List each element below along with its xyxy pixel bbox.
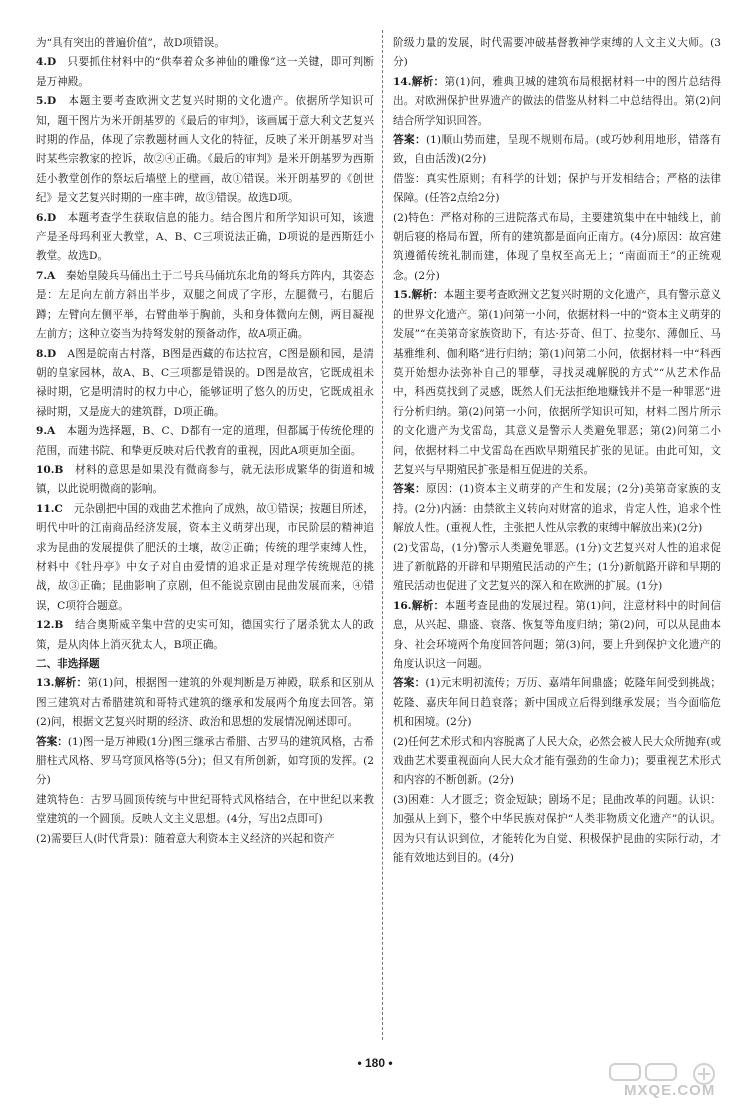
answer-label: 答案： — [36, 735, 68, 748]
answer-14-analysis — [393, 73, 721, 131]
answer-6 — [36, 209, 374, 267]
answer-4-text: 只要抓住材料中的“供奉着众多神仙的雕像”这一关键，即可判断是万神殿。 — [36, 56, 374, 88]
answer-15-number: 15. — [393, 289, 412, 302]
answer-8 — [36, 345, 374, 423]
answer-12 — [36, 616, 374, 655]
answer-15-analysis-text: 本题主要考查欧洲文艺复兴时期的文化遗产，具有警示意义的世界文化遗产。第(1)问第一小问，依据材料一中的“资本主义萌芽的发展”“在美第奇家族资助下，有达·芬奇、但丁、拉斐尔、薄伽丘、马基雅维利、伽利略”进行归纳；第(1)问第二小问，依据材料一中“科西莫开始想办法弥补自己的罪孽，寻找灵魂解脱的方式”“从艺术作品中，科西莫找到了灵感，既然人们无法拒绝地赚钱并不是一种罪恶”进行分析归纳。第(2)问第一小问，依据所学知识可知，材料二图片所示的文化遗产为戈雷岛，其意义是警示人类避免罪恶；第(2)问第二小问，依据材料二中戈雷岛在西欧早期殖民扩张的见证。由此可知，文艺复兴与早期殖民扩张是相互促进的关系。 — [393, 289, 722, 476]
analysis-label: 解析： — [411, 599, 445, 612]
answer-14-analysis-text: 第(1)问，雅典卫城的建筑布局根据材料一中的图片总结得出。对欧洲保护世界遗产的做法的借鉴从材料二中总结得出。第(2)问结合所学知识回答。 — [393, 75, 721, 127]
answer-13-part2: (2)需要巨人(时代背景)：随着意大利资本主义经济的兴起和资产 — [36, 832, 335, 845]
answer-14-part1b: 借鉴：真实性原则；有科学的计划；保护与开发相结合；严格的法律保障。(任答2点给2分) — [393, 172, 721, 205]
answer-9-number: 9.A — [36, 425, 56, 438]
answer-8-text: A图是皖南古村落，B图是西藏的布达拉宫，C图是颐和园，是清朝的皇家园林，故A、B、C三项都是错误的。D图是故宫，它既成祖未禄时期，它是明清时的权力中心，能够证明了悠久的历史，它既成祖永禄时期，又是庞大的建筑群，D项正确。 — [36, 347, 374, 418]
answer-7-number: 7.A — [36, 269, 56, 282]
answer-11 — [36, 500, 374, 616]
answer-11-text: 元杂剧把中国的戏曲艺术推向了成熟，故①错误；按题目所述，明代中叶的江南商品经济发展，资本主义萌芽出现，市民阶层的精神追求为昆曲的发展提供了肥沃的土壤，故②正确；传统的理学束缚人性，材料中《牡丹亭》中女子对自由爱情的追求正是对理学传统规范的挑战，故③正确；昆曲影响了京剧，但不能说京剧由昆曲发展而来，④错误，C项符合题意。 — [36, 502, 375, 612]
answer-10-text: 材料的意思是如果没有微商参与，就无法形成繁华的街道和城镇，以此说明微商的影响。 — [36, 463, 374, 496]
watermark-text: MXQE.COM — [624, 1082, 716, 1099]
answer-9-text: 本题为选择题，B、C、D都有一定的道理，但都属于传统伦理的范围，而建书院、和挚更反映对后代教育的重视，因此A项更加全面。 — [36, 425, 375, 457]
analysis-label: 解析： — [411, 289, 444, 302]
answer-14-number: 14. — [393, 75, 412, 88]
answer-7-text: 秦始皇陵兵马俑出土于二号兵马俑坑东北角的弩兵方阵内，其姿态是：左足向左前方斜出半步，双腿之间成了字形，左腿微弓，右腿后蹲；左臂向左侧平举，右臂曲举于胸前，头和身体微向左侧，两目凝视左前方；这种立姿当为持弩发射的预备动作，故A项正确。 — [36, 269, 374, 341]
answer-16-analysis-text: 本题考查昆曲的发展过程。第(1)问，注意材料中的时间信息，从兴起、鼎盛、衰落、恢复等角度归纳；第(2)问，可以从昆曲本身、社会环境两个角度回答问题；第(3)问，要上升到保护文化遗产的角度认识这一问题。 — [393, 599, 721, 670]
answer-15-answer — [393, 480, 721, 538]
right-column — [393, 34, 721, 868]
answer-15-part2: (2)戈雷岛，(1分)警示人类避免罪恶。(1分)文艺复兴对人性的追求促进了新航路的开辟和早期殖民活动的产生；(1分)新航路开辟和早期的殖民活动也促进了文艺复兴的深入和在欧洲的扩展。(1分) — [393, 541, 721, 593]
answer-11-number: 11.C — [36, 502, 63, 515]
answer-5 — [36, 92, 374, 208]
answer-12-text: 结合奥斯威辛集中营的史实可知，德国实行了屠杀犹太人的政策，是从肉体上消灭犹太人，B项正确。 — [36, 619, 374, 651]
left-column — [36, 34, 374, 849]
answer-15-part1: 原因：(1)资本主义萌芽的产生和发展；(2分)美第奇家族的支持。(2分)内涵：由禁欲主义转向对财富的追求，肯定人性，追求个性解放人性。(重视人性，主张把人性从宗教的束缚中解放出来)(2分) — [393, 483, 721, 535]
answer-13-answer — [36, 733, 374, 791]
answer-4-number: 4.D — [36, 56, 57, 69]
answer-6-number: 6.D — [36, 211, 57, 224]
answer-13-number: 13. — [36, 677, 55, 690]
answer-6-text: 本题考查学生获取信息的能力。结合图片和所学知识可知，该遗产是圣母玛利亚大教堂，A、B、C三项说法正确，D项说的是西斯廷小教堂。故选D。 — [36, 211, 375, 263]
answer-5-text: 本题主要考查欧洲文艺复兴时期的文化遗产。依据所学知识可知，题干图片为米开朗基罗的《最后的审判》，该画属于意大利文艺复兴时期的作品，体现了宗教题材画人文化的特征，反映了米开朗基罗对当时某些宗教家的控诉，故②④正确。《最后的审判》是米开朗基罗为西斯廷小教堂创作的祭坛后墙壁上的壁画，故①错误。米开朗基罗的《创世纪》是文艺复兴时期的一座丰碑，故③错误。故选D项。 — [36, 95, 375, 205]
answer-4 — [36, 53, 374, 92]
answer-13-part2-tail: 阶级力量的发展，时代需要冲破基督教神学束缚的人文主义大师。(3分) — [393, 37, 721, 69]
answer-13-analysis — [36, 674, 374, 732]
answer-13-part1b: 建筑特色：古罗马圆顶传统与中世纪哥特式风格结合，在中世纪以来教堂建筑的一个圆顶。反映人文主义思想。(4分，写出2点即可) — [36, 793, 374, 826]
answer-16-part1: (1)元末明初流传；万历、嘉靖年间鼎盛；乾隆年间受到挑战；乾隆、嘉庆年间日趋衰落；新中国成立后得到继承发展；当今面临危机和困境。(2分) — [393, 677, 722, 729]
answer-3-tail: 为“具有突出的普遍价值”，故D项错误。 — [36, 37, 225, 49]
answer-16-part2: (2)任何艺术形式和内容脱离了人民大众，必然会被人民大众所抛弃(或戏曲艺术要重视面向人民大众才能有强劲的生命力)；要重视艺术形式和内容的不断创新。(2分) — [393, 735, 721, 787]
answer-14-part1: (1)顺山势而建，呈现不规则布局。(或巧妙利用地形，错落有致，自由活泼)(2分) — [393, 134, 721, 166]
answer-13-part1: (1)图一是万神殿(1分)图三继承古希腊、古罗马的建筑风格，古希腊柱式风格、罗马穹顶风格等(5分)；但又有所创新，如穹顶的发挥。(2分) — [36, 735, 374, 787]
answer-label: 答案： — [393, 677, 426, 690]
answer-15-analysis — [393, 286, 721, 480]
answer-9 — [36, 422, 374, 461]
watermark-logo — [606, 1062, 746, 1100]
answer-16-number: 16. — [393, 599, 412, 612]
answer-8-number: 8.D — [36, 347, 57, 360]
answer-16-analysis — [393, 597, 721, 675]
answer-label: 答案： — [393, 134, 427, 147]
answer-10 — [36, 461, 374, 500]
answer-14-answer — [393, 131, 721, 170]
answer-13-analysis-text: 第(1)问，根据图一建筑的外观判断是万神殿，联系和区别从图三建筑对古希腊建筑和哥特式建筑的继承和发展两个角度去回答。第(2)问，根据文艺复兴时期的经济、政治和思想的发展情况阐述即可。 — [36, 677, 374, 729]
answer-label: 答案： — [393, 483, 427, 496]
answer-16-part3: (3)困难：人才匮乏；资金短缺；剧场不足；昆曲改革的问题。认识：加强从上到下，整个中华民族对保护“人类非物质文化遗产”的认识。因为只有认识到位，才能转化为自觉、积极保护昆曲的实际行动，才能有效地达到目的。(4分) — [393, 793, 721, 865]
column-divider — [382, 30, 383, 1040]
answer-10-number: 10.B — [36, 463, 64, 476]
section-heading: 二、非选择题 — [36, 658, 100, 670]
answer-5-number: 5.D — [36, 95, 57, 108]
answer-7 — [36, 267, 374, 345]
answer-16-answer — [393, 674, 721, 732]
answer-12-number: 12.B — [36, 619, 64, 632]
answer-14-part2: (2)特色：严格对称的三进院落式布局，主要建筑集中在中轴线上，前朝后寝的格局布置，所有的建筑都是面向正南方。(4分)原因：故宫建筑遵循传统礼制而建，体现了皇权至高无上；“南面而王”的正统观念。(2分) — [393, 211, 721, 282]
page-number: • 180 • — [357, 1056, 393, 1070]
analysis-label: 解析： — [54, 677, 88, 690]
analysis-label: 解析： — [411, 75, 445, 88]
